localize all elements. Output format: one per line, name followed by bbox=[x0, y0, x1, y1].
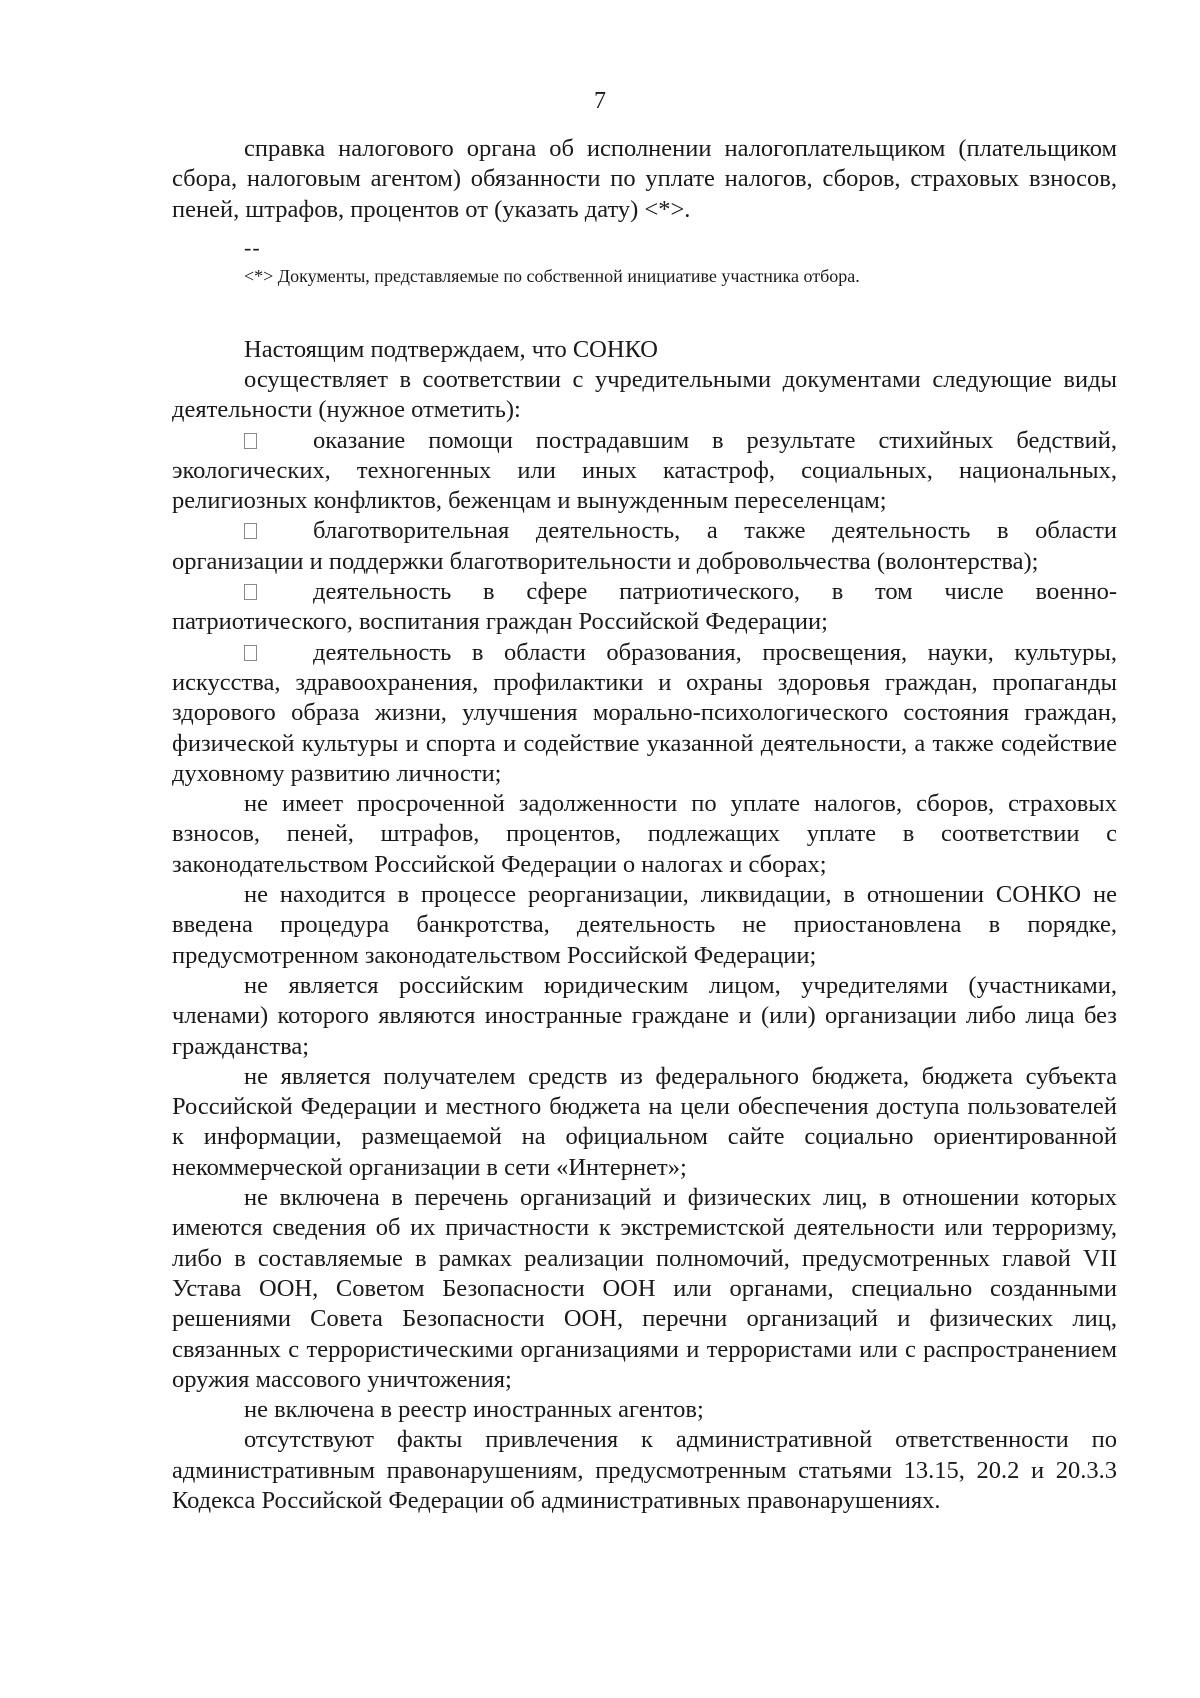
activity-item bbox=[172, 638, 1117, 789]
activity-checkbox[interactable] bbox=[244, 584, 257, 600]
footnote-separator: -- bbox=[244, 235, 261, 260]
statement-not-budget-recipient: не является получателем средств из федерального бюджета, бюджета субъекта Российской Федерации и местного бюджета на цели обеспечения доступа пользователей к информации, размещаемой на официальном сайте социально ориентированной некоммерческой организации в сети «Интернет»; bbox=[172, 1062, 1117, 1181]
activity-text: оказание помощи пострадавшим в результате стихийных бедствий, экологических, техногенных или иных катастроф, социальных, национальных, религиозных конфликтов, беженцам и вынужденным переселенцам; bbox=[172, 426, 1117, 515]
activity-checkbox[interactable] bbox=[244, 523, 257, 539]
tax-certificate-paragraph: справка налогового органа об исполнении налогоплательщиком (плательщиком сбора, налоговым агентом) обязанности по уплате налогов, сборов, страховых взносов, пеней, штрафов, процентов от (указать дату) <*>. bbox=[172, 135, 1117, 223]
top-paragraph-block bbox=[172, 134, 1117, 225]
activity-text: деятельность в сфере патриотического, в том числе военно-патриотического, воспитания граждан Российской Федерации; bbox=[172, 578, 1117, 636]
activity-text: деятельность в области образования, просвещения, науки, культуры, искусства, здравоохранения, профилактики и охраны здоровья граждан, пропаганды здорового образа жизни, улучшения морально-психологического состояния граждан, физической культуры и спорта и содействие указанной деятельности, а также содействие духовному развитию личности; bbox=[172, 638, 1117, 787]
page-number: 7 bbox=[594, 88, 606, 114]
statement-no-administrative-liability: отсутствуют факты привлечения к административной ответственности по административным правонарушениям, предусмотренным статьями 13.15, 20.2 и 20.3.3 Кодекса Российской Федерации об административных правонарушениях. bbox=[172, 1426, 1117, 1514]
activity-item bbox=[172, 577, 1117, 638]
statement-no-debt: не имеет просроченной задолженности по уплате налогов, сборов, страховых взносов, пеней, штрафов, процентов, подлежащих уплате в соответствии с законодательством Российской Федерации о налогах и сборах; bbox=[172, 790, 1117, 878]
main-text-block bbox=[172, 365, 1117, 1516]
footnote: <*> Документы, представляемые по собственной инициативе участника отбора. bbox=[244, 266, 860, 286]
activities-intro: осуществляет в соответствии с учредительными документами следующие виды деятельности (нужное отметить): bbox=[172, 366, 1117, 424]
activity-text: благотворительная деятельность, а также деятельность в области организации и поддержки благотворительности и добровольчества (волонтерства); bbox=[172, 517, 1117, 575]
statement-not-foreign-agent: не включена в реестр иностранных агентов; bbox=[244, 1396, 704, 1424]
activity-item bbox=[172, 516, 1117, 577]
activity-checkbox[interactable] bbox=[244, 645, 257, 661]
statement-not-extremist-list: не включена в перечень организаций и физических лиц, в отношении которых имеются сведения об их причастности к экстремистской деятельности или терроризму, либо в составляемые в рамках реализации полномочий, предусмотренных главой VII Устава ООН, Советом Безопасности ООН или органами, специально созданными решениями Совета Безопасности ООН, перечни организаций и физических лиц, связанных с террористическими организациями и террористами или с распространением оружия массового уничтожения; bbox=[172, 1184, 1117, 1393]
confirmation-intro: Настоящим подтверждаем, что СОНКО bbox=[244, 336, 658, 363]
statement-no-reorganization: не находится в процессе реорганизации, ликвидации, в отношении СОНКО не введена процедура банкротства, деятельность не приостановлена в порядке, предусмотренном законодательством Российской Федерации; bbox=[172, 881, 1117, 969]
activity-item bbox=[172, 426, 1117, 517]
activity-checkbox[interactable] bbox=[244, 433, 257, 449]
statement-not-foreign-founders: не является российским юридическим лицом, учредителями (участниками, членами) которого являются иностранные граждане и (или) организации либо лица без гражданства; bbox=[172, 971, 1117, 1060]
